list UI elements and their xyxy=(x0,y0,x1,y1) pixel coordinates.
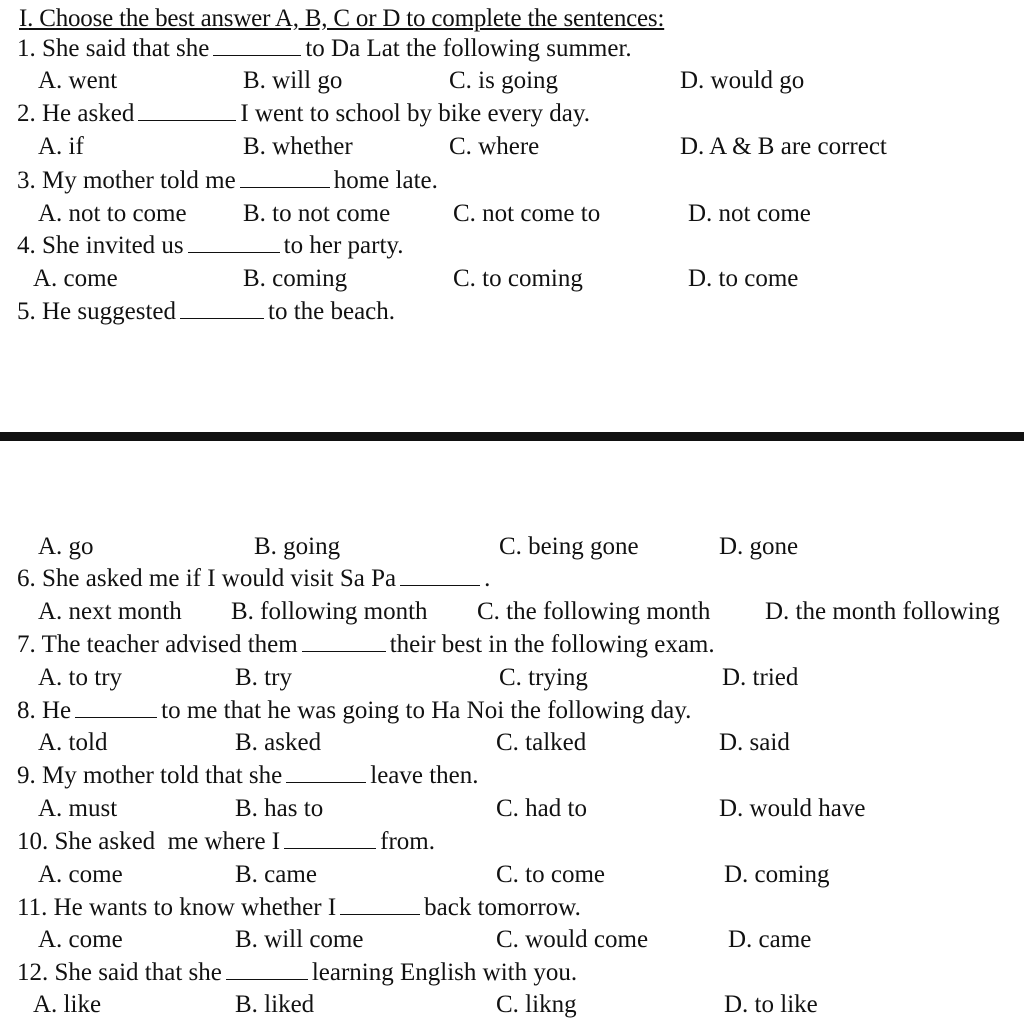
exercise-title: I. Choose the best answer A, B, C or D to complete the sentences: xyxy=(19,5,665,32)
option-c: C. to come xyxy=(496,861,606,888)
option-b: B. liked xyxy=(235,991,315,1018)
option-b: B. going xyxy=(254,533,341,560)
option-a: A. told xyxy=(38,729,108,756)
option-c: C. would come xyxy=(496,926,649,953)
question-8: 8. He to me that he was going to Ha Noi the following day. xyxy=(17,697,692,724)
answer-blank xyxy=(180,300,264,319)
option-b: B. asked xyxy=(235,729,322,756)
answer-blank xyxy=(400,567,480,586)
option-a: A. like xyxy=(33,991,102,1018)
option-b: B. will go xyxy=(243,67,343,94)
question-7: 7. The teacher advised them their best in the following exam. xyxy=(17,631,715,658)
option-a: A. go xyxy=(38,533,94,560)
answer-blank xyxy=(138,102,236,121)
question-12: 12. She said that she learning English with you. xyxy=(17,959,578,986)
option-b: B. came xyxy=(235,861,317,888)
answer-blank xyxy=(340,896,420,915)
option-c: C. the following month xyxy=(477,598,711,625)
question-3: 3. My mother told me home late. xyxy=(17,167,438,194)
option-c: C. where xyxy=(449,133,540,160)
option-d: D. the month following xyxy=(765,598,1000,625)
option-b: B. whether xyxy=(243,133,353,160)
option-d: D. would have xyxy=(719,795,866,822)
option-a: A. next month xyxy=(38,598,182,625)
answer-blank xyxy=(286,764,366,783)
option-a: A. come xyxy=(38,926,123,953)
answer-blank xyxy=(226,961,308,980)
option-c: C. not come to xyxy=(453,200,601,227)
option-c: C. talked xyxy=(496,729,587,756)
option-b: B. coming xyxy=(243,265,348,292)
option-b: B. following month xyxy=(231,598,428,625)
question-6: 6. She asked me if I would visit Sa Pa . xyxy=(17,565,491,592)
option-d: D. to come xyxy=(688,265,799,292)
question-5: 5. He suggested to the beach. xyxy=(17,298,396,325)
answer-blank xyxy=(188,234,280,253)
option-a: A. if xyxy=(38,133,84,160)
answer-blank xyxy=(75,699,157,718)
option-c: C. trying xyxy=(499,664,588,691)
option-a: A. come xyxy=(33,265,118,292)
option-c: C. likng xyxy=(496,991,577,1018)
option-d: D. came xyxy=(728,926,812,953)
option-b: B. will come xyxy=(235,926,364,953)
answer-blank xyxy=(284,830,376,849)
option-d: D. to like xyxy=(724,991,818,1018)
option-a: A. come xyxy=(38,861,123,888)
option-c: C. is going xyxy=(449,67,559,94)
answer-blank xyxy=(302,633,386,652)
option-d: D. would go xyxy=(680,67,805,94)
page-divider xyxy=(0,432,1024,441)
option-c: C. being gone xyxy=(499,533,639,560)
option-d: D. not come xyxy=(688,200,811,227)
option-c: C. to coming xyxy=(453,265,583,292)
question-9: 9. My mother told that she leave then. xyxy=(17,762,479,789)
option-d: D. gone xyxy=(719,533,799,560)
question-4: 4. She invited us to her party. xyxy=(17,232,404,259)
answer-blank xyxy=(240,169,330,188)
question-10: 10. She asked me where I from. xyxy=(17,828,435,855)
option-b: B. try xyxy=(235,664,292,691)
option-b: B. to not come xyxy=(243,200,391,227)
question-1: 1. She said that she to Da Lat the following summer. xyxy=(17,35,632,62)
option-a: A. went xyxy=(38,67,118,94)
option-d: D. said xyxy=(719,729,790,756)
option-d: D. tried xyxy=(722,664,799,691)
option-a: A. must xyxy=(38,795,118,822)
question-11: 11. He wants to know whether I back tomorrow. xyxy=(17,894,581,921)
answer-blank xyxy=(213,37,301,56)
option-a: A. to try xyxy=(38,664,123,691)
option-d: D. A & B are correct xyxy=(680,133,887,160)
option-a: A. not to come xyxy=(38,200,187,227)
question-2: 2. He asked I went to school by bike every day. xyxy=(17,100,590,127)
option-d: D. coming xyxy=(724,861,830,888)
option-c: C. had to xyxy=(496,795,587,822)
option-b: B. has to xyxy=(235,795,324,822)
